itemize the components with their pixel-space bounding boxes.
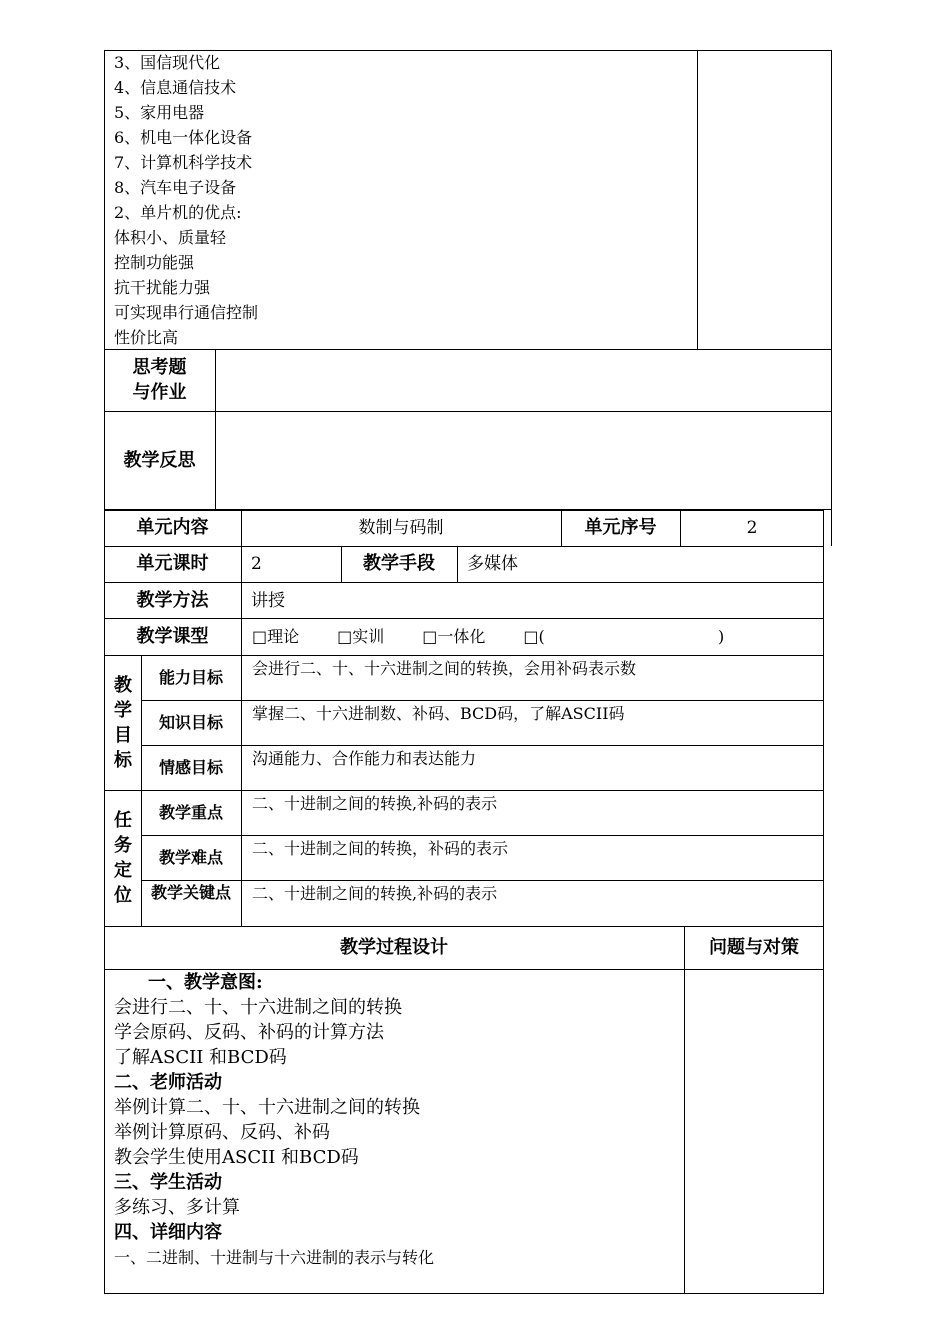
issues-header: 问题与对策: [709, 937, 799, 958]
unit-seq-value: 2: [746, 518, 758, 538]
unit-hours-value: 2: [251, 554, 262, 574]
plan-heading: 一、教学意图:: [148, 972, 263, 993]
critical-point-label: 教学关键点: [150, 883, 231, 902]
practice-checkbox[interactable]: □实训: [337, 627, 385, 646]
list-item: 7、计算机科学技术: [114, 153, 253, 172]
objectives-group-char: 教: [114, 675, 132, 696]
difficulty-label: 教学难点: [158, 848, 223, 867]
top-label-divider: [215, 349, 216, 510]
plan-line: 举例计算原码、反码、补码: [114, 1122, 330, 1143]
unit-row-line: [104, 582, 824, 583]
advantages-list: [114, 50, 258, 350]
key-point-value: 二、十进制之间的转换,补码的表示: [252, 794, 498, 813]
plan-line: 学会原码、反码、补码的计算方法: [114, 1022, 384, 1043]
critical-point-value: 二、十进制之间的转换,补码的表示: [252, 884, 498, 903]
objectives-group-char: 目: [114, 725, 132, 746]
unit-row-line: [141, 745, 824, 746]
list-item: 4、信息通信技术: [114, 78, 237, 97]
unit-seq-label: 单元序号: [584, 517, 657, 538]
key-point-label: 教学重点: [158, 803, 223, 822]
task-group-label: [112, 808, 134, 908]
knowledge-goal-label: 知识目标: [158, 713, 223, 732]
unit-col-line: [457, 546, 458, 582]
unit-hours-label: 单元课时: [136, 553, 209, 574]
objectives-group-char: 学: [114, 700, 132, 721]
homework-label-line-2: 与作业: [132, 382, 187, 403]
task-group-char: 任: [114, 810, 132, 831]
unit-content-label: 单元内容: [136, 517, 209, 538]
process-header: 教学过程设计: [340, 937, 448, 958]
process-col-line: [684, 926, 685, 1294]
theory-checkbox[interactable]: □理论: [252, 627, 300, 646]
unit-table-right-edge-top: [831, 510, 832, 546]
unit-content-value: 数制与码制: [358, 518, 444, 538]
list-item: 性价比高: [114, 328, 179, 347]
other-close-paren: ): [718, 627, 725, 646]
list-item: 抗干扰能力强: [114, 278, 211, 297]
task-group-char: 务: [114, 835, 132, 856]
plan-line: 了解ASCII 和BCD码: [114, 1047, 287, 1068]
list-item: 可实现串行通信控制: [114, 303, 259, 322]
list-item: 2、单片机的优点:: [114, 203, 242, 222]
objectives-group-label: [112, 673, 134, 773]
difficulty-value: 二、十进制之间的转换，补码的表示: [252, 839, 509, 858]
top-right-divider: [697, 50, 698, 350]
plan-heading: 二、老师活动: [114, 1072, 222, 1093]
plan-line: 一、二进制、十进制与十六进制的表示与转化: [114, 1248, 435, 1267]
list-item: 3、国信现代化: [114, 53, 221, 72]
list-item: 控制功能强: [114, 253, 195, 272]
ability-goal-label: 能力目标: [158, 668, 223, 687]
emotion-goal-label: 情感目标: [158, 758, 223, 777]
teaching-means-label: 教学手段: [363, 553, 435, 574]
teaching-method-label: 教学方法: [136, 590, 209, 611]
reflection-label: 教学反思: [123, 450, 196, 471]
plan-line: 会进行二、十、十六进制之间的转换: [114, 997, 402, 1018]
top-row-divider-2: [104, 411, 832, 412]
task-group-char: 定: [114, 860, 132, 881]
homework-label-line-1: 思考题: [132, 357, 187, 378]
unit-col-line: [241, 510, 242, 927]
plan-heading: 三、学生活动: [114, 1172, 222, 1193]
plan-line: 多练习、多计算: [114, 1197, 240, 1218]
emotion-goal-value: 沟通能力、合作能力和表达能力: [252, 749, 477, 768]
process-content: [114, 970, 434, 1270]
plan-line: 举例计算二、十、十六进制之间的转换: [114, 1097, 420, 1118]
list-item: 5、家用电器: [114, 103, 205, 122]
ability-goal-value: 会进行二、十、十六进制之间的转换，会用补码表示数: [252, 659, 637, 678]
lesson-type-options: [252, 624, 545, 649]
list-item: 8、汽车电子设备: [114, 178, 237, 197]
teaching-method-value: 讲授: [251, 591, 285, 611]
integrated-checkbox[interactable]: □一体化: [422, 627, 486, 646]
list-item: 体积小、质量轻: [114, 228, 227, 247]
unit-row-line: [104, 618, 824, 619]
list-item: 6、机电一体化设备: [114, 128, 253, 147]
objectives-group-char: 标: [114, 750, 132, 771]
knowledge-goal-value: 掌握二、十六进制数、补码、BCD码，了解ASCII码: [252, 704, 625, 723]
lesson-type-label: 教学课型: [136, 626, 209, 647]
plan-line: 教会学生使用ASCII 和BCD码: [114, 1147, 359, 1168]
other-checkbox[interactable]: □(: [523, 627, 545, 646]
homework-label: [104, 355, 215, 405]
teaching-means-value: 多媒体: [467, 554, 518, 574]
task-group-char: 位: [114, 885, 132, 906]
plan-heading: 四、详细内容: [114, 1222, 222, 1243]
unit-row-line: [104, 546, 824, 547]
